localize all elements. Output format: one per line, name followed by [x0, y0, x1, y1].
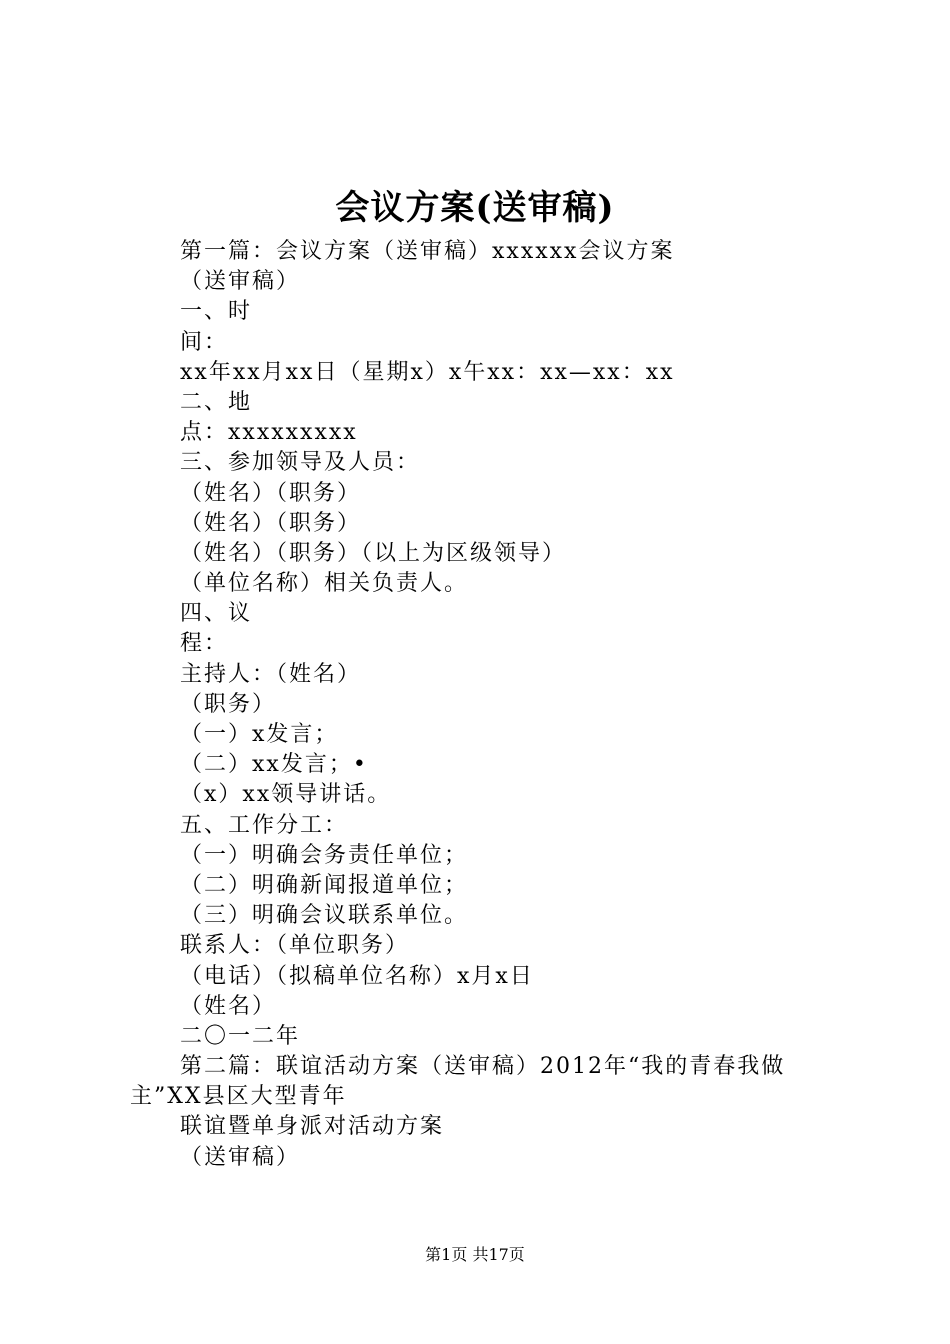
text-line: 第一篇：会议方案（送审稿）xxxxxx会议方案: [180, 239, 675, 264]
text-line: 二〇一二年: [180, 1023, 301, 1049]
text-line: （一）明确会务责任单位；: [180, 842, 469, 868]
text-line: 四、议: [180, 601, 253, 627]
text-line: 主”XX县区大型青年: [130, 1084, 347, 1110]
text-line: 间：: [180, 329, 229, 355]
text-line: 联系人：（单位职务）: [180, 933, 410, 959]
text-line: （三）明确会议联系单位。: [180, 903, 469, 929]
text-line: xx年xx月xx日（星期x）x午xx：xx—xx：xx: [180, 359, 675, 385]
text-line: 程：: [180, 631, 229, 657]
text-line: （电话）（拟稿单位名称）x月x日: [180, 963, 534, 989]
text-line: （x）xx领导讲话。: [180, 782, 392, 808]
text-line: （二）xx发言；•: [180, 752, 368, 778]
text-line: （单位名称）相关负责人。: [180, 571, 469, 597]
text-line: 第二篇：联谊活动方案（送审稿）2012年“我的青春我做: [180, 1054, 786, 1080]
text-line: 二、地: [180, 389, 253, 415]
text-line: 主持人：（姓名）: [180, 661, 362, 687]
document-body: [130, 237, 840, 1173]
text-line: （姓名）（职务）: [180, 480, 362, 506]
document-title: 会议方案(送审稿): [335, 188, 615, 228]
text-line: （二）明确新闻报道单位；: [180, 872, 469, 898]
text-line: 联谊暨单身派对活动方案: [180, 1114, 445, 1140]
page-footer: 第1页 共17页: [425, 1245, 525, 1264]
text-line: （姓名）（职务）（以上为区级领导）: [180, 540, 567, 566]
text-line: 点：xxxxxxxxx: [180, 420, 358, 446]
text-line: 三、参加领导及人员：: [180, 450, 421, 476]
text-line: （送审稿）: [180, 269, 301, 295]
text-line: （姓名）（职务）: [180, 510, 362, 536]
text-line: （姓名）: [180, 993, 277, 1019]
text-line: 一、时: [180, 299, 253, 325]
text-line: 五、工作分工：: [180, 812, 349, 838]
text-line: （职务）: [180, 691, 277, 717]
text-line: （送审稿）: [180, 1144, 301, 1170]
text-line: （一）x发言；: [180, 722, 339, 747]
